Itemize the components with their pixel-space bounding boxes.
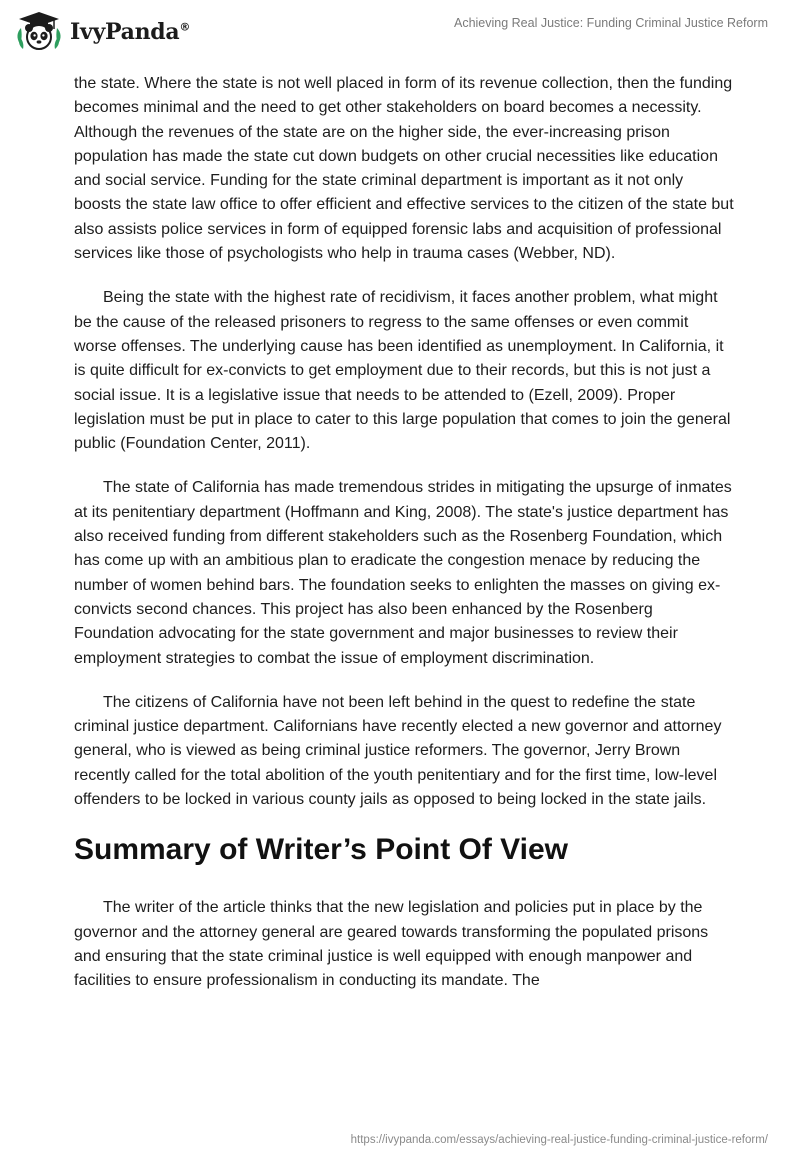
registered-mark: ® [179,20,191,34]
paragraph-1: the state. Where the state is not well placed in form of its revenue collection, then the funding becomes minimal and the need to get other stakeholders on board becomes a necessity. Although the revenues of the state are on the higher side, the ever-increasing prison population has made the state cut down budgets on other crucial necessities like education and social service. Funding for the state criminal department is important as it not only boosts the state law office to offer efficient and effective services to the citizen of the state but also assists police services in form of equipped forensic labs and acquisition of professional services like those of psychologists who help in trauma cases (Webber, ND). [74,75,734,263]
paragraph-4: The citizens of California have not been left behind in the quest to redefine the state criminal justice department. Californians have recently elected a new governor and attorney general, who is viewed as being criminal justice reformers. The governor, Jerry Brown recently called for the total abolition of the youth penitentiary and for the first time, low-level offenders to be locked in various county jails as opposed to being locked in the state jails. [74,693,722,809]
footer-url[interactable]: https://ivypanda.com/essays/achieving-real-justice-funding-criminal-justice-reform/ [350,1134,768,1146]
document-title: Achieving Real Justice: Funding Criminal Justice Reform [453,16,768,30]
brand-name [70,10,190,54]
ivypanda-logo[interactable] [14,10,190,54]
essay-body [74,72,734,1014]
brand-name-text: IvyPanda [70,19,180,45]
paragraph-2: Being the state with the highest rate of recidivism, it faces another problem, what might be the cause of the released prisoners to regress to the same offenses or even commit worse offenses. The underlying cause has been identified as unemployment. In California, it is quite difficult for ex-convicts to get employment due to their records, but this is not just a social issue. It is a legislative issue that needs to be attended to (Ezell, 2009). Proper legislation must be put in place to cater to this large population that comes to join the general public (Foundation Center, 2011). [74,289,731,453]
paragraph-3: The state of California has made tremendous strides in mitigating the upsurge of inmates at its penitentiary department (Hoffmann and King, 2008). The state's justice department has also received funding from different stakeholders such as the Rosenberg Foundation, which has come up with an ambitious plan to eradicate the congestion menace by reducing the number of women behind bars. The foundation seeks to enlighten the masses on giving ex-convicts second chances. This project has also been enhanced by the Rosenberg Foundation advocating for the state government and major businesses to review their employment strategies to combat the issue of employment discrimination. [74,479,732,667]
section-heading: Summary of Writer’s Point Of View [74,833,569,867]
panda-graduate-icon [14,10,64,54]
section-paragraph-1: The writer of the article thinks that the new legislation and policies put in place by the governor and the attorney general are geared towards transforming the populated prisons and ensuring that the state criminal justice is well equipped with enough manpower and facilities to ensure professionalism in conducting its mandate. The [74,899,709,990]
page-header [0,0,800,62]
